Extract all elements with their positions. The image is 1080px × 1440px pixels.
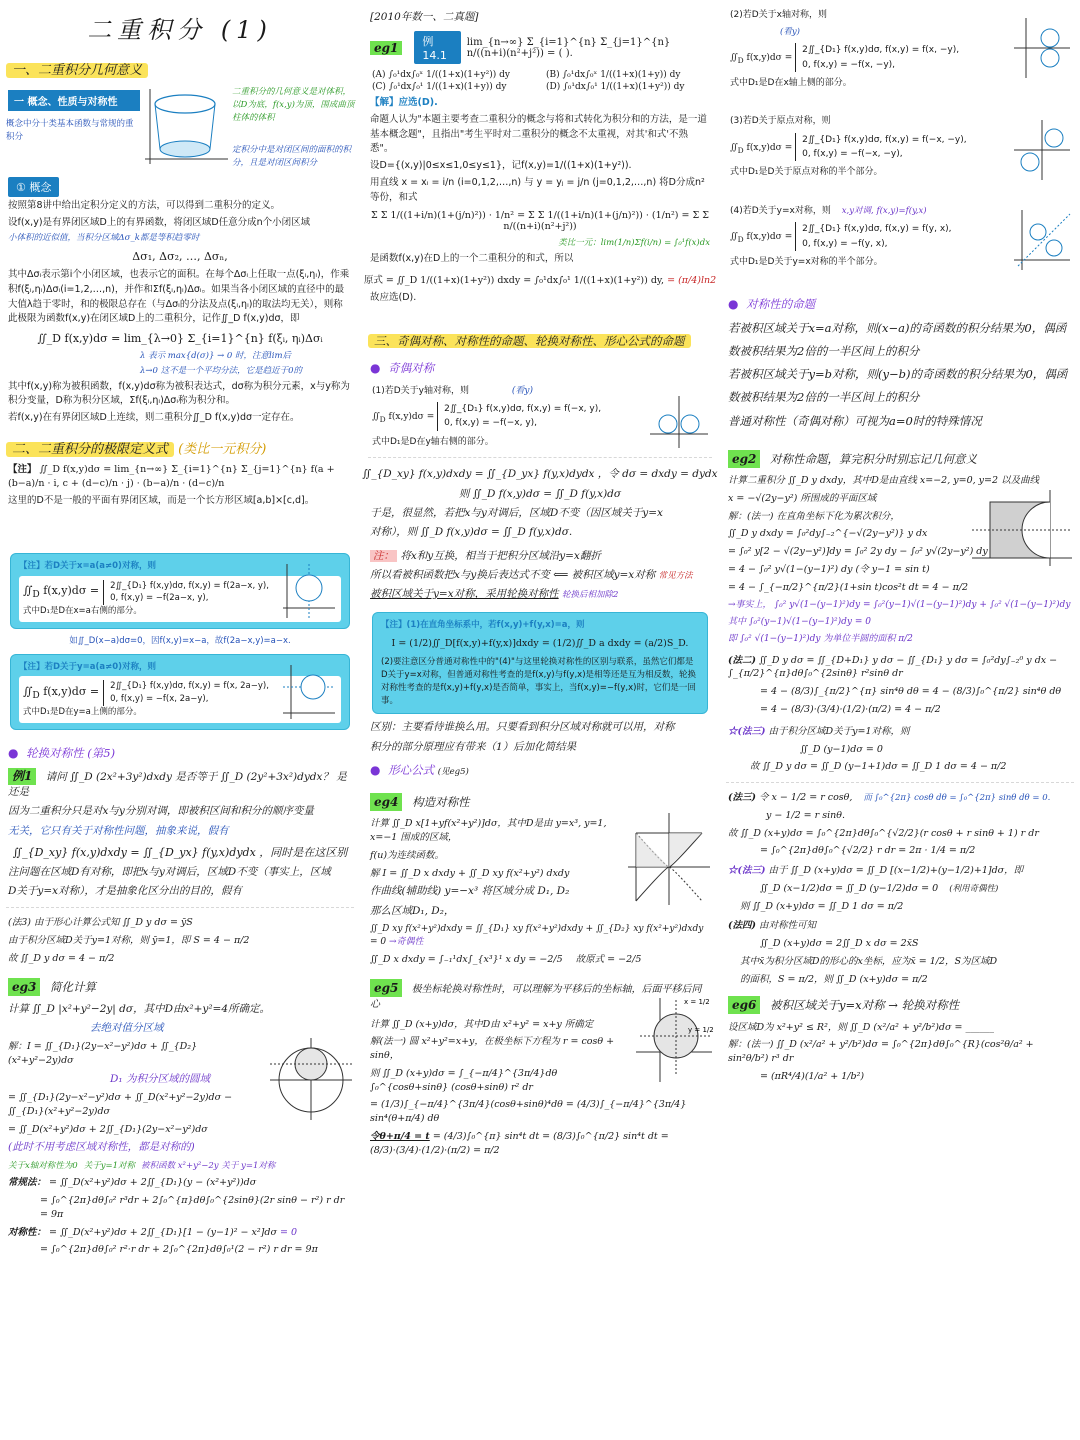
diff-line1: 区别：主要看待谁换么用。只要看到积分区域对称就可以用，对称 [370,721,675,734]
s3-cases: $∬_D$ f(x,y)dσ = 2∬_{D₁} f(x,y)dσ, f(x,y) = f(−x, −y), 0, f(x,y) = −f(−x, −y), [730,133,1070,162]
eg3-question-note: 去绝对值分区域 [90,1022,164,1035]
eg3-step3: = ∬_D(x²+y²)dσ + 2∬_{D₁}(2y−x²−y²)dσ [8,1123,208,1135]
odd-symmetry-block [362,384,718,450]
eg2-question2: x = −√(2y−y²) 所围成的平面区域 [728,492,877,504]
eg3-step6: = ∬_D(x²+y²)dσ + 2∬_{D₁}[1 − (y−1)² − x²]dσ [49,1226,277,1238]
eg2-method2 [728,654,1072,682]
s2-note: (看y) [780,27,800,38]
bullet-icon: ● [8,745,19,760]
section-title: 二、二重积分的极限定义式 [6,442,174,457]
eg3-step5: = ∫₀^{2π}dθ∫₀² r³dr + 2∫₀^{π}dθ∫₀^{2sinθ}(2r sinθ − r²) r dr = 9π [40,1195,345,1220]
definition-p4: 其中Δσᵢ表示第i个小闭区域，也表示它的面积。在每个Δσᵢ上任取一点(ξᵢ,ηᵢ)，作乘积f(ξᵢ,ηᵢ)Δσᵢ(i=1,2,…,n)，并作和Σf(ξᵢ,ηᵢ)Δσᵢ。如果当各小闭区域的直径中的最大值λ趋于零时，和的极限总存在（与Δσᵢ的分法及点(ξᵢ,ηᵢ)的取法均无关），则称此极限为函数f(x,y)在闭区域D上的二重积分，记作∬_D f(x,y)dσ，即 [8,269,350,325]
eg3-step4: = ∬_D(x²+y²)dσ + 2∬_{D₁}(y − (x²+y²))dσ [49,1177,257,1189]
zhu-line3-text: 被积区域关于y=x对称，采用轮换对称性 [370,588,559,601]
egx-line1: 令 x − 1/2 = r cosθ, [759,792,853,804]
egz-text: 由对称性可知 [759,920,817,932]
section-heading-symmetry [368,333,691,349]
sym-line2: 数被积结果为2倍的一半区间上的积分 [728,343,920,358]
eg5-step4-head: 令θ+π/4 = t [370,1131,430,1142]
eg2-method3-head: ☆(法三) [728,725,766,737]
case-list [103,680,269,706]
exam-header: [2010年数一、二真题] [370,11,479,23]
bullet-icon: ● [728,297,739,312]
rotation-line1: 于是，很显然，若把x与y对调后，区域D不变（因区域关于y=x [370,507,663,520]
eg4-header [370,793,710,811]
solution-formula2 [362,272,718,286]
case-list [795,133,967,162]
concept-sub-tag: ① 概念 [8,177,59,197]
eg6-header [728,996,1072,1014]
eg2-step7: 其中 ∫₀²(y−1)√(1−(y−1)²)dy = 0 [728,616,871,627]
eg6-question: 设区域D为 x²+y² ≤ R²，则 ∬_D (x²/a² + y²/b²)dσ = ______ [728,1021,994,1033]
eg5-circle-sketch [634,994,714,1084]
definition-note: 小体积的近似值，当积分区域Δσ_k都是等积趋零时 [8,233,200,244]
eg3-note-green: 关于x轴对称性为0 [8,1160,78,1171]
eg1-text: 请问 ∬_D (2x²+3y²)dxdy 是否等于 ∬_D (2y²+3x²)dydx？ 是还是 [8,770,347,799]
example-label: eg4 [370,793,402,811]
eg5-title: 极坐标轮换对称性时，可以理解为平移后的坐标轴，后面平移后同心 [370,983,702,1010]
sym-yx-diagram [1012,208,1072,272]
symmetry-diagram-y-a [279,663,337,721]
definition-formula: ∬_D f(x,y)dσ = lim_{λ→0} Σ_{i=1}^{n} f(ξᵢ, ηᵢ)Δσᵢ [37,332,323,346]
eg3-question: 计算 ∬_D |x²+y²−2y| dσ，其中D由x²+y²=4所确定。 [8,1002,271,1015]
eg3-solution [0,1040,360,1136]
eg3-note-purple: (此时不用考虑区域对称性，都是对称的) [8,1141,195,1154]
eg4-step3-note: →奇偶性 [389,936,424,947]
case-even: 2∬_{D₁} f(x,y)dσ, f(x,y) = f(y, x), [802,224,952,235]
choice-c: (C) ∫₀¹dx∫₀¹ 1/((1+x)(1+y)) dy [372,82,507,93]
eg5-question: 计算 ∬_D (x+y)dσ，其中D由 x²+y² = x+y 所确定 [370,1018,594,1030]
eg2-method2-text: ∬_D y dσ = ∬_{D+D₁} y dσ − ∬_{D₁} y dσ = ∫₀²dy∫₋₂⁰ y dx − ∫_{π/2}^{π}dθ∫₀^{2sinθ} r²sinθ dr [728,654,1058,680]
eg2-method3-c: 故 ∬_D y dσ = ∬_D (y−1+1)dσ = ∬_D 1 dσ = 4 − π/2 [750,761,1007,773]
eg2-method3-b: ∬_D (y−1)dσ = 0 [800,743,883,755]
egy-line2 [760,882,1072,896]
case-odd: 0, f(x,y) = −f(−x, y), [444,418,538,429]
margin-note-green: 二重积分的几何意义是对体积，以D为底，f(x,y)为顶，围成曲顶柱体的体积 [232,87,355,123]
limit-def-p7: 这里的D不是一般的平面有界闭区域，而是一个长方形区域[a,b]×[c,d]。 [8,495,315,507]
eg5-step4-text: = (4/3)∫₀^{π} sin⁴t dt = (8/3)∫₀^{π/2} sin⁴t dt = (8/3)·(3/4)·(1/2)·(π/2) = π/2 [370,1131,669,1156]
eg3-notes [8,1160,352,1173]
example-number: 例 14.1 [414,31,460,64]
section-title: 一、二重积分几何意义 [6,63,148,78]
tip-p2: (2)要注意区分普通对称性中的"(4)"与这里轮换对称性的区别与联系，虽然它们都是D关于y=x对称，但普通对称性考查的是f(x,y)与f(y,x)是相等还是互为相反数，轮换对称性考查的是f(x,y)+f(y,x)是否简单，事实上，当f(x,y)=−f(y,x)时，它们是一回事。 [381,657,697,706]
case-odd: 0, f(x,y) = −f(y, x), [802,238,888,249]
egz-head [728,919,1072,933]
zhu-line2-text: 所以看被积函数把x与y换后表达式不变 ⟸ 被积区域y=x对称 [370,568,656,581]
sym-origin-diagram [1012,118,1072,182]
definition-p6: 若f(x,y)在有界闭区域D上连续，则二重积分∬_D f(x,y)dσ一定存在。 [8,412,300,423]
diff-line2: 积分的部分原理应有带来（1）后加化简结果 [370,740,577,753]
egx-line4: = ∫₀^{2π}dθ∫₀^{√2/2} r dr = 2π · 1/4 = π/2 [760,845,976,857]
symmetry-card-x-a [10,553,350,629]
zhu-line3-note: 轮换后相加除2 [562,590,619,601]
s2-cases: $∬_D$ f(x,y)dσ = 2∬_{D₁} f(x,y)dσ, f(x,y) = f(x, −y), 0, f(x,y) = −f(x, −y), [730,43,1070,72]
definition-p2: 设f(x,y)是有界闭区域D上的有界函数，将闭区域D任意分成n个小闭区域 [8,216,311,228]
zhu-line2 [370,568,710,583]
eg2-step3: = ∫₀² y[2 − √(2y−y²)]dy = ∫₀² 2y dy − ∫₀² y√(2y−y²) dy [728,546,988,558]
egz-line1: ∬_D (x+y)dσ = 2∬_D x dσ = 2x̄S [760,938,919,950]
eg4-note2: 那么区域D₁, D₂， [370,904,455,917]
volume-sketch [140,84,230,170]
concept-sub [8,176,352,197]
odd-tail: 式中D₁是D在y轴右侧的部分。 [372,436,494,447]
egy-line2-text: ∬_D (x−1/2)dσ = ∬_D (y−1/2)dσ = 0 [760,882,939,894]
choice-b: (B) ∫₀¹dx∫₀ˣ 1/((1+x)(1+y)) dy [546,70,681,81]
rotation-formula2: 则 ∬_D f(x,y)dσ = ∬_D f(y,x)dσ [458,488,622,501]
case-list [795,43,959,72]
eg2-step5: = 4 − ∫_{−π/2}^{π/2}(1+sin t)cos²t dt = 4 − π/2 [728,581,969,593]
eg4-step4 [370,953,710,967]
eg1-line5: D关于y=x对称），才是抽象化区分出的目的，假有 [8,885,242,898]
margin-note-blue: 定积分中是对闭区间的面积的积分，且是对闭区间积分 [232,145,352,168]
limit-formula: ∬_D f(x,y)dσ = lim_{n→∞} Σ_{i=1}^{n} Σ_{j=1}^{n} f(a + (b−a)/n · i, c + (d−c)/n · j) · (b−a)/n · (d−c)/n [8,463,335,490]
divider [6,907,354,908]
eg3-step2: = ∬_{D₁}(2y−x²−y²)dσ + ∬_D(x²+y²−2y)dσ − ∬_{D₁}(x²+y²−2y)dσ [8,1092,233,1117]
column-right [720,0,1080,1440]
sym-line4: 数被积结果为2倍的一半区间上的积分 [728,390,920,405]
s3-tail: 式中D₁是D关于原点对称的半个部分。 [730,167,883,178]
solution-p2: 设D={(x,y)|0≤x≤1,0≤y≤1}，记f(x,y)=1/((1+x)(1+y²)). [370,160,632,172]
s3-title: (3)若D关于原点对称，则 [730,116,831,127]
column-left [0,0,360,1440]
margin-note-left: 概念中分十类基本函数与常规的重积分 [6,119,134,142]
eg2-step6-text: ∫₀² y√(1−(y−1)²)dy = ∫₀²(y−1)√(1−(y−1)²)dy + ∫₀² √(1−(y−1)²)dy [774,599,1071,610]
rotation-formula: ∬_{D_xy} f(x,y)dxdy = ∬_{D_yx} f(y,x)dydx ，令 dσ = dxdy = dydx [362,468,718,481]
sub-centroid [370,761,710,779]
eg2-method2-c: = 4 − (8/3)·(3/4)·(1/2)·(π/2) = 4 − π/2 [760,703,941,715]
eg3-regular [8,1176,352,1190]
sym-yx-block [720,204,1080,270]
tip-card [372,612,708,714]
choices [372,70,708,92]
eg2-step6 [728,599,1072,612]
choice-a: (A) ∫₀¹dx∫₀ˣ 1/((1+x)(1+y²)) dy [372,70,510,81]
eg1-line3: 无关，它只有关于对称性问题，抽象来说，假有 [8,824,229,837]
solution-formula2-note: = (π/4)ln2 [667,274,717,286]
definition-p5: 其中f(x,y)称为被积函数，f(x,y)dσ称为被积表达式，dσ称为积分元素，x与y称为积分变量，D称为积分区域，Σf(ξᵢ,ηᵢ)Δσᵢ称为积分和。 [8,380,350,407]
card-title: 【注】若D关于y=a(a≠0)对称，则 [19,661,156,672]
sym-line1: 若被积区域关于x=a对称，则(x−a)的奇函数的积分结果为0，偶函 [728,320,1067,335]
sub-title: 对称性的命题 [746,297,816,312]
example-label: 例1 [8,768,36,785]
sub-note: (见eg5) [437,766,469,777]
egy-head-label: ☆(法三) [728,865,766,877]
eg4-step4-text: ∬_D x dxdy = ∫₋₁¹dx∫_{x³}¹ x dy = −2/5 [370,953,563,965]
eg2-method3 [728,725,1072,739]
eg3-title: 简化计算 [50,979,97,994]
egx-head [728,791,1072,805]
case-odd: 0, f(x,y) = −f(x, 2a−y), [110,694,209,705]
eg2-method2-head: (法二) [728,654,756,666]
eg4-region-sketch [626,811,712,907]
rotation-line2: 对称），则 ∬_D f(x,y)dσ = ∬_D f(y,x)dσ. [370,526,573,539]
sym-x-axis-block [720,8,1080,90]
s4-tail: 式中D₁是D关于y=x对称的半个部分。 [730,257,883,268]
eg6-step2: = (πR⁴/4)(1/a² + 1/b²) [760,1071,865,1083]
case-even: 2∬_{D₁} f(x,y)dσ, f(x,y) = f(−x, −y), [802,134,967,145]
eg6-step1: 解：(法一) ∬_D (x²/a² + y²/b²)dσ = ∫₀^{2π}dθ∫₀^{R}(cos²θ/a² + sin²θ/b²) r³ dr [728,1039,1034,1065]
bullet-icon: ● [370,762,381,777]
eg6-title: 被积区域关于y=x对称 → 轮换对称性 [770,998,960,1013]
case-even: 2∬_{D₁} f(x,y)dσ, f(x,y) = f(x, −y), [802,45,960,56]
solution-formula2-text: 原式 = ∬_D 1/((1+x)(1+y²)) dxdy = ∫₀¹dx∫₀¹ 1/((1+x)(1+y²)) dy, [363,274,665,286]
eg5-step4 [370,1130,710,1158]
tip-title: 【注】(1)在直角坐标系中，若f(x,y)+f(y,x)=a，则 [381,620,585,631]
eg1-question: lim_{n→∞} Σ_{i=1}^{n} Σ_{j=1}^{n} n/((n+i)(n²+j²)) = ( ). [466,36,671,59]
eg2-step1: 解：(法一) 在直角坐标下化为累次积分， [728,510,900,522]
zhu-label: 注： [370,550,397,562]
card-mid-note: 如∬_D(x−a)dσ=0，因f(x,y)=x−a，故f(2a−x,y)=a−x. [69,635,291,646]
eg2-region-sketch [970,488,1074,568]
m3-line2: 由于积分区域D关于y=1对称，则 ȳ=1，即 S = 4 − π/2 [8,935,250,947]
section-heading-geometric-meaning [6,59,148,78]
case-list [103,580,269,606]
eg3-symmetry-head: 对称性： [8,1226,47,1238]
zhu-block [370,549,710,564]
case-odd: 0, f(x,y) = −f(2a−x, y), [110,593,209,604]
egy-line3: 则 ∬_D (x+y)dσ = ∬_D 1 dσ = π/2 [740,900,904,912]
eg3-step7: = ∫₀^{2π}dθ∫₀² r²·r dr + 2∫₀^{2π}dθ∫₀¹(2 − r²) r dr = 9π [40,1244,318,1256]
eg5-step2: 则 ∬_D (x+y)dσ = ∫_{−π/4}^{3π/4}dθ ∫₀^{cosθ+sinθ} (cosθ+sinθ) r² dr [370,1067,558,1093]
eg4-step3 [370,923,710,949]
m3-line1: (法3) 由于形心计算公式知 ∬_D y dσ = ȳS [8,917,193,929]
solution-p4: 是函数f(x,y)在D上的一个二重积分的和式，所以 [370,253,574,264]
egz-line3: 的面积，S = π/2，则 ∬_D (x+y)dσ = π/2 [740,973,928,985]
egy-head [728,864,1072,878]
m3-line3: 故 ∬_D y dσ = 4 − π/2 [8,952,115,964]
bullet-icon: ● [370,361,381,376]
example-label: eg3 [8,978,40,996]
section-heading-rotation [8,744,352,762]
card-cases: $∬_D$ f(x,y)dσ = 2∬_{D₁} f(x,y)dσ, f(x,y) = f(x, 2a−y), 0, f(x,y) = −f(x, 2a−y), [23,681,269,705]
formula-note-1: λ 表示 max{d(σ)} → 0 时，注意lim后 [140,351,292,362]
sub-title: 形心公式 [388,762,435,777]
sub-title: 奇偶对称 [388,361,435,376]
eg2-step2: ∬_D y dxdy = ∫₀²dy∫₋₂^{−√(2y−y²)} y dx [728,528,928,540]
solution-end: 故应选(D). [370,291,417,303]
concept-block [0,82,360,174]
eg2-header [728,450,1072,468]
divider [368,457,712,458]
eg3-disk-sketch [268,1036,354,1122]
fig-label-y: y = 1/2 [688,1025,714,1034]
s4-note: x,y对调, f(x,y)=f(y,x) [841,205,927,216]
case-even: 2∬_{D₁} f(x,y)dσ, f(x,y) = f(−x, y), [444,404,602,415]
section-title-tail: (类比一元积分) [178,441,267,457]
eg1-line4: 注问题在区域D有对称，即把x与y对调后，区域D不变（事实上，区域 [8,865,331,878]
solution-p1: 命题人认为"本题主要考查二重积分的概念与将和式转化为积分和的方法，是一道基本概念题"，且指出"考生平时对二重积分的概念不太重视，对其'和式'不熟悉"。 [370,113,707,155]
fig-label-x: x = 1/2 [684,997,710,1006]
eg4-question2: f(u)为连续函数。 [370,849,445,861]
tip-formula: I = (1/2)∬_D[f(x,y)+f(y,x)]dxdy = (1/2)∬_D a dxdy = (a/2)S_D. [391,638,689,650]
eg2-question1: 计算二重积分 ∬_D y dxdy，其中D是由直线 x=−2, y=0, y=2 以及曲线 [728,475,1040,487]
eg4-step3-text: ∬_D xy f(x²+y²)dxdy = ∬_{D₁} xy f(x²+y²)dxdy + ∬_{D₂} xy f(x²+y²)dxdy = 0 [370,923,704,947]
zhu-line1: 将x和y互换，相当于把积分区域沿y=x翻折 [400,549,601,562]
column-middle [362,0,718,1440]
egy-line2-note: (利用奇偶性) [949,883,999,894]
eg5-step3: = (1/3)∫_{−π/4}^{3π/4}(cosθ+sinθ)⁴dθ = (4/3)∫_{−π/4}^{3π/4} sin⁴(θ+π/4) dθ [370,1099,687,1125]
divider [726,782,1074,783]
card-tail: 式中D₁是D在y=a上侧的部分。 [23,706,142,717]
odd-symmetry-diagram [648,394,710,450]
odd-note: (看y) [511,385,533,396]
eg3-regular-head: 常规法： [8,1177,47,1189]
egz-line2: 其中x̄为积分区域D的形心的x坐标，应为x̄ = 1/2，S为区域D [740,955,998,967]
eg2-method3-text: 由于积分区域D关于y=1对称，则 [768,725,910,737]
eg2-step4: = 4 − ∫₀² y√(1−(y−1)²) dy (令 y−1 = sin t) [728,564,930,576]
eg4-step4-tail: 故原式 = −2/5 [575,953,642,965]
eg4-note: 作曲线(辅助线) y=−x³ 将区域分成 D₁, D₂ [370,885,570,898]
sym-proposition-head [728,295,1072,313]
card-cases: $∬_D$ f(x,y)dσ = 2∬_{D₁} f(x,y)dσ, f(x,y) = f(2a−x, y), 0, f(x,y) = −f(2a−x, y), [23,580,269,604]
page-title: 二重积分 (1) [87,16,273,44]
example-label: eg5 [370,979,402,997]
solution-note: 类比一元：lim(1/n)Σf(i/n) = ∫₀¹f(x)dx [558,238,710,249]
case-even: 2∬_{D₁} f(x,y)dσ, f(x,y) = f(2a−x, y), [110,580,269,591]
eg2-method2-b: = 4 − (8/3)∫_{π/2}^{π} sin⁴θ dθ = 4 − (8/3)∫₀^{π/2} sin⁴θ dθ [760,686,1062,698]
eg3-header [8,978,352,996]
case-odd: 0, f(x,y) = −f(−x, −y), [802,149,903,160]
case-list [795,222,951,251]
case-list [437,402,601,431]
sym-x-axis-diagram [1012,16,1072,80]
formula-note-2: λ→0 这不是一个平均分法，它是趋近于0的 [140,365,303,376]
eg2-step6-head: →事实上， [728,599,772,610]
limit-def-block [8,463,352,492]
egy-line1: 由于 ∬_D (x+y)dσ = ∬_D [(x−1/2)+(y−1/2)+1]dσ，即 [768,865,1024,877]
s4-cases: $∬_D$ f(x,y)dσ = 2∬_{D₁} f(x,y)dσ, f(x,y) = f(y, x), 0, f(x,y) = −f(y, x), [730,222,1070,251]
eg3-step1-note: D₁ 为积分区域的圆域 [110,1072,210,1085]
s2-title: (2)若D关于x轴对称，则 [730,10,828,20]
egx-note: 而 ∫₀^{2π} cosθ dθ = ∫₀^{2π} sinθ dθ = 0. [863,793,1051,804]
eg4-body [362,817,718,966]
case-even: 2∬_{D₁} f(x,y)dσ, f(x,y) = f(x, 2a−y), [110,681,269,692]
sym-line5: 普通对称性（奇偶对称）可视为a=0时的特殊情况 [728,413,982,428]
choice-d: (D) ∫₀¹dx∫₀¹ 1/((1+x)(1+y²)) dy [546,82,685,93]
eg4-step1: 解 I = ∬_D x dxdy + ∬_D xy f(x²+y²) dxdy [370,867,570,879]
section-heading-limit-def [6,438,266,457]
eg1-line2: 因为二重积分只是对x与y分别对调，即被积区间和积分的顺序变量 [8,805,314,818]
egx-head-label: (法三) [728,792,756,804]
egz-head-label: (法四) [728,920,756,932]
eg1-header [370,31,710,64]
eg2-step8: 即 ∫₀² √(1−(y−1)²)dy 为单位半圆的面积 π/2 [728,633,913,644]
eg5-body [362,997,718,1158]
s4-title-text: (4)若D关于y=x对称，则 [730,205,831,216]
eg5-step1: 解(法一) 圆 x²+y²=x+y，在极坐标下方程为 r = cosθ + sinθ， [370,1036,615,1062]
sym-line3: 若被积区域关于y=b对称，则(y−b)的奇函数的积分结果为0，偶函 [728,367,1068,382]
solution-p3: 用直线 x = xᵢ = i/n (i=0,1,2,…,n) 与 y = yⱼ = j/n (j=0,1,2,…,n) 将D分成n²等份，和式 [370,176,705,203]
eg3-note-green2: 关于y=1对称 [83,1160,136,1171]
odd-cases: $∬_D$ f(x,y)dσ = 2∬_{D₁} f(x,y)dσ, f(x,y) = f(−x, y), 0, f(x,y) = −f(−x, y), [372,402,708,431]
eg3-step6-note: = 0 [279,1226,298,1238]
eg2-body [720,474,1080,646]
eg1-question [8,768,352,801]
note-label: 【注】 [8,463,37,475]
case-odd: 0, f(x,y) = −f(x, −y), [802,59,896,70]
eg3-symmetry [8,1226,352,1240]
example-label: eg2 [728,450,760,468]
eg4-question: 计算 ∬_D x[1+yf(x²+y²)]dσ，其中D是由 y=x³, y=1, x=−1 围成的区域， [370,818,607,844]
definition-p1: 按照第8讲中给出定积分定义的方法，可以得到二重积分的定义。 [8,200,281,211]
eg3-note-right: 被积函数 x²+y²−2y 关于 y=1对称 [141,1160,276,1171]
eg4-title: 构造对称性 [412,795,470,810]
solution-head: 【解】应选(D). [370,97,438,109]
s2-tail: 式中D₁是D在x轴上侧的部分。 [730,77,852,88]
odd-title-text: (1)若D关于y轴对称，则 [372,385,470,396]
solution-formula1: Σ Σ 1/((1+i/n)(1+(j/n)²)) · 1/n² = Σ Σ 1/((1+i/n)(1+(j/n)²)) · (1/n²) = Σ Σ n/((n+i)(n²+j²)) [371,210,709,233]
section-title: 三、奇偶对称、对称性的命题、轮换对称性、形心公式的命题 [368,334,691,348]
sym-origin-block [720,114,1080,180]
eg2-title: 对称性命题，算完积分时别忘记几何意义 [770,451,978,466]
egx-line2: y − 1/2 = r sinθ. [766,809,845,821]
symmetry-card-y-a [10,654,350,730]
zhu-line2-note: 常见方法 [658,570,693,581]
symmetry-diagram-x-a [279,562,337,620]
sub-odd-even [370,359,710,377]
eg3-step1: 解：I = ∬_{D₁}(2y−x²−y²)dσ + ∬_{D₂}(x²+y²−2y)dσ [8,1041,198,1067]
card-tail: 式中D₁是D在x=a右侧的部分。 [23,606,142,617]
card-title: 【注】若D关于x=a(a≠0)对称，则 [19,560,156,571]
section-title: 轮换对称性 (第5) [26,745,116,760]
egx-line3: 故 ∬_D (x+y)dσ = ∫₀^{2π}dθ∫₀^{√2/2}(r cosθ + r sinθ + 1) r dr [728,827,1039,839]
zhu-line3 [370,587,710,602]
example-label: eg1 [370,41,402,55]
definition-p3: Δσ₁, Δσ₂, …, Δσₙ, [132,250,228,264]
concept-tag: 一 概念、性质与对称性 [8,90,140,111]
eg1-formula: ∬_{D_xy} f(x,y)dxdy = ∬_{D_yx} f(y,x)dydx ，同时是在这区别 [12,845,348,859]
example-label: eg6 [728,996,760,1014]
